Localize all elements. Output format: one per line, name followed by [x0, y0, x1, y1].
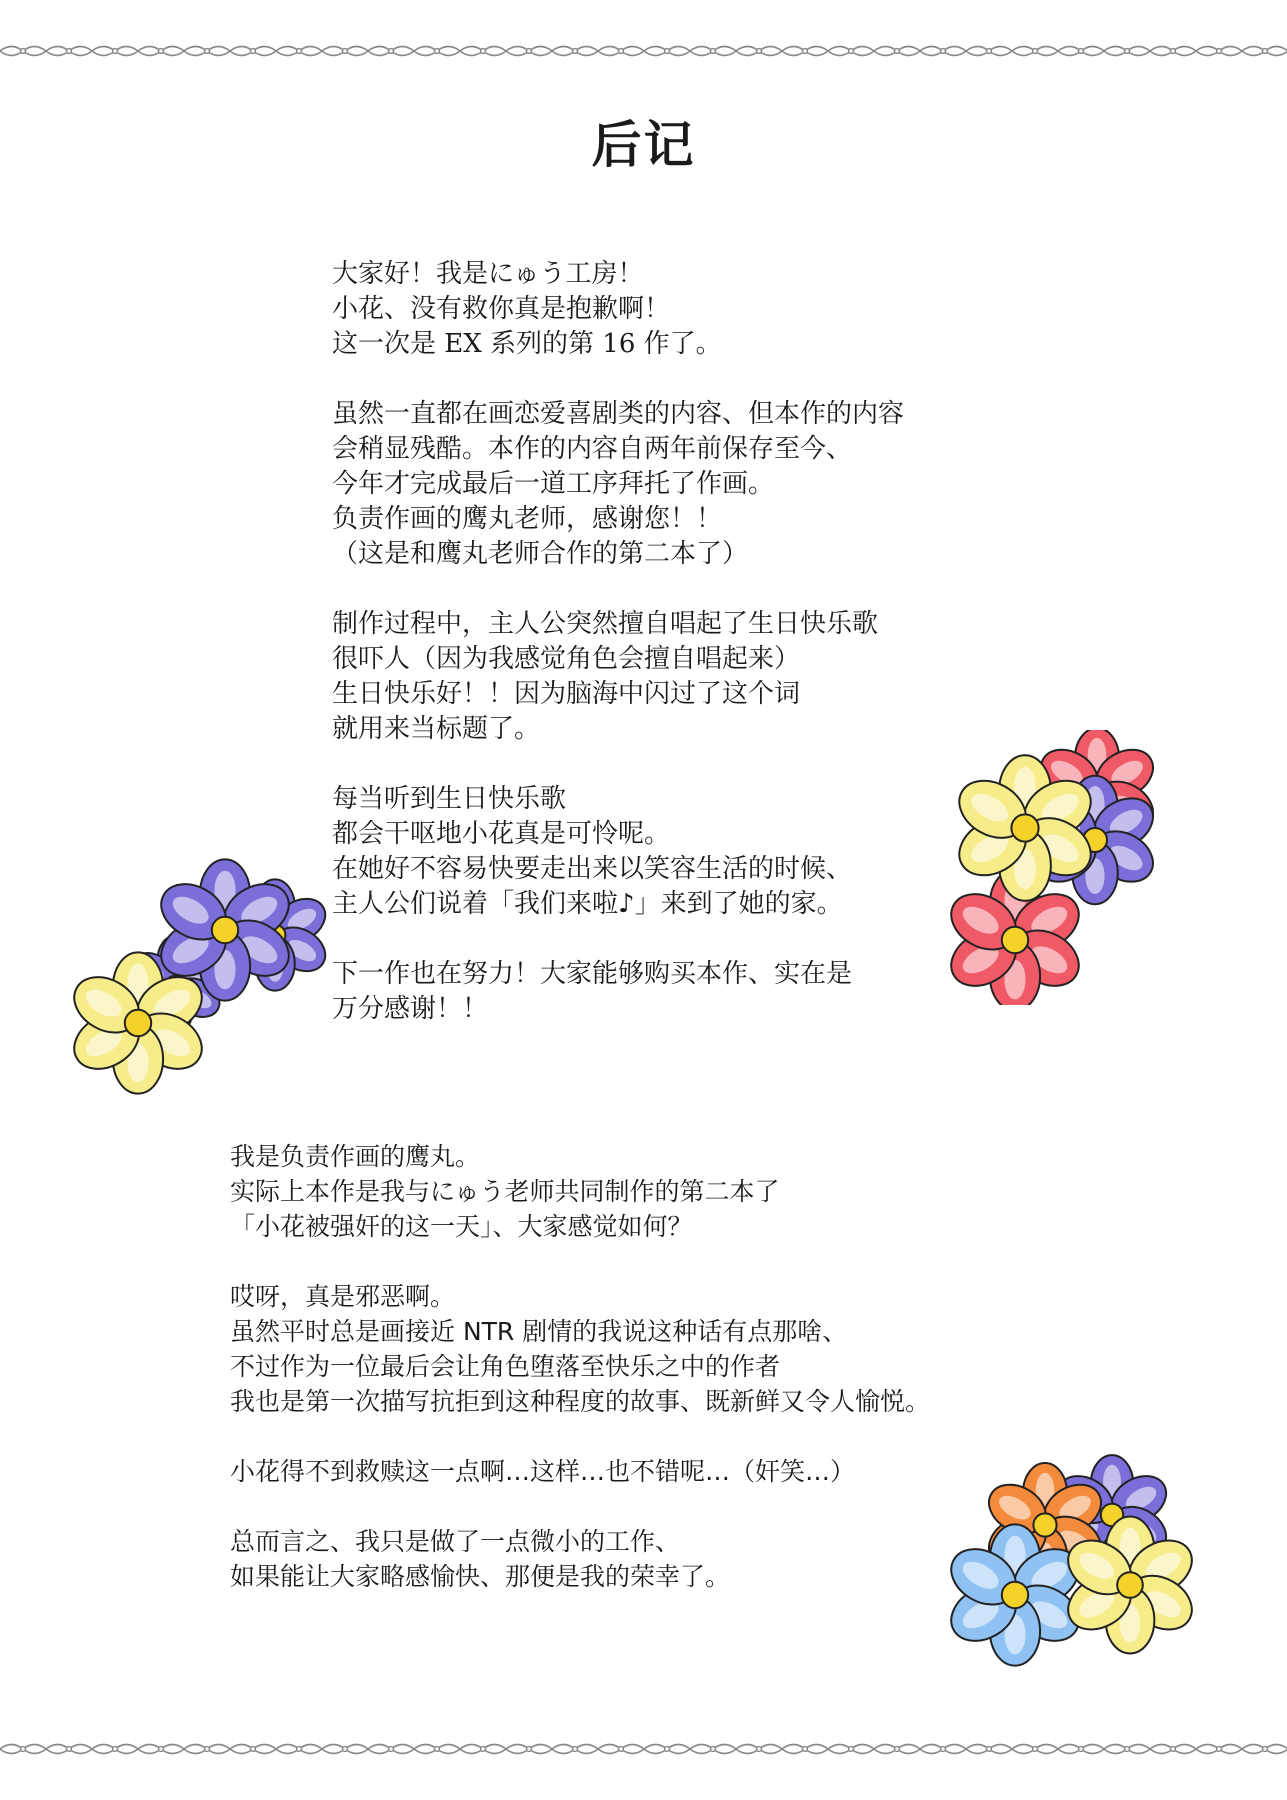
text-line: 「小花被强奸的这一天」、大家感觉如何？ — [230, 1212, 693, 1241]
text-line: 在她好不容易快要走出来以笑容生活的时候、 — [332, 854, 853, 884]
text-line: 今年才完成最后一道工序拜托了作画。 — [332, 469, 775, 499]
artist-note — [230, 1139, 930, 1594]
text-line: 如果能让大家略感愉快、那便是我的荣幸了。 — [230, 1562, 731, 1591]
text-line: 哎呀，真是邪恶啊。 — [230, 1282, 456, 1311]
text-line: 万分感谢！！ — [332, 994, 489, 1024]
flower-cluster-left — [60, 825, 330, 1095]
text-line: 不过作为一位最后会让角色堕落至快乐之中的作者 — [230, 1352, 781, 1381]
text-line: 我也是第一次描写抗拒到这种程度的故事、既新鲜又令人愉悦。 — [230, 1387, 931, 1416]
text-line: 每当听到生日快乐歌 — [332, 784, 567, 814]
text-line: 小花、没有救你真是抱歉啊！ — [332, 294, 671, 324]
flower-cluster-right-bottom — [945, 1450, 1210, 1680]
bottom-lace-border — [0, 1738, 1287, 1760]
text-line: 大家好！我是にゅう工房！ — [332, 259, 644, 289]
text-line: 小花得不到救赎这一点啊…这样…也不错呢…（奸笑…） — [230, 1457, 856, 1486]
paragraph-gap — [332, 922, 904, 957]
text-line: 制作过程中，主人公突然擅自唱起了生日快乐歌 — [332, 609, 879, 639]
paragraph-gap — [332, 747, 904, 782]
top-lace-border — [0, 40, 1287, 62]
text-line: 下一作也在努力！大家能够购买本作、实在是 — [332, 959, 853, 989]
text-line: 虽然一直都在画恋爱喜剧类的内容、但本作的内容 — [332, 399, 905, 429]
text-line: 这一次是 EX 系列的第 16 作了。 — [332, 329, 722, 359]
paragraph-gap — [332, 362, 904, 397]
text-line: 虽然平时总是画接近 NTR 剧情的我说这种话有点那啥、 — [230, 1317, 848, 1346]
paragraph-gap — [230, 1489, 930, 1524]
text-line: 很吓人（因为我感觉角色会擅自唱起来） — [332, 644, 801, 674]
text-line: 主人公们说着「我们来啦♪」来到了她的家。 — [332, 889, 843, 919]
paragraph-gap — [230, 1244, 930, 1279]
author-note — [332, 257, 904, 1027]
flower-cluster-right-top — [940, 730, 1160, 1005]
text-line: 就用来当标题了。 — [332, 714, 541, 744]
text-line: 实际上本作是我与にゅう老师共同制作的第二本了 — [230, 1177, 780, 1206]
text-line: 都会干呕地小花真是可怜呢。 — [332, 819, 671, 849]
page-title: 后记 — [591, 115, 696, 174]
text-line: 负责作画的鹰丸老师，感谢您！！ — [332, 504, 723, 534]
text-line: 生日快乐好！！因为脑海中闪过了这个词 — [332, 679, 801, 709]
paragraph-gap — [332, 572, 904, 607]
text-line: 会稍显残酷。本作的内容自两年前保存至今、 — [332, 434, 853, 464]
paragraph-gap — [230, 1419, 930, 1454]
text-line: （这是和鹰丸老师合作的第二本了） — [332, 539, 749, 569]
text-line: 总而言之、我只是做了一点微小的工作、 — [230, 1527, 681, 1556]
text-line: 我是负责作画的鹰丸。 — [230, 1142, 481, 1171]
